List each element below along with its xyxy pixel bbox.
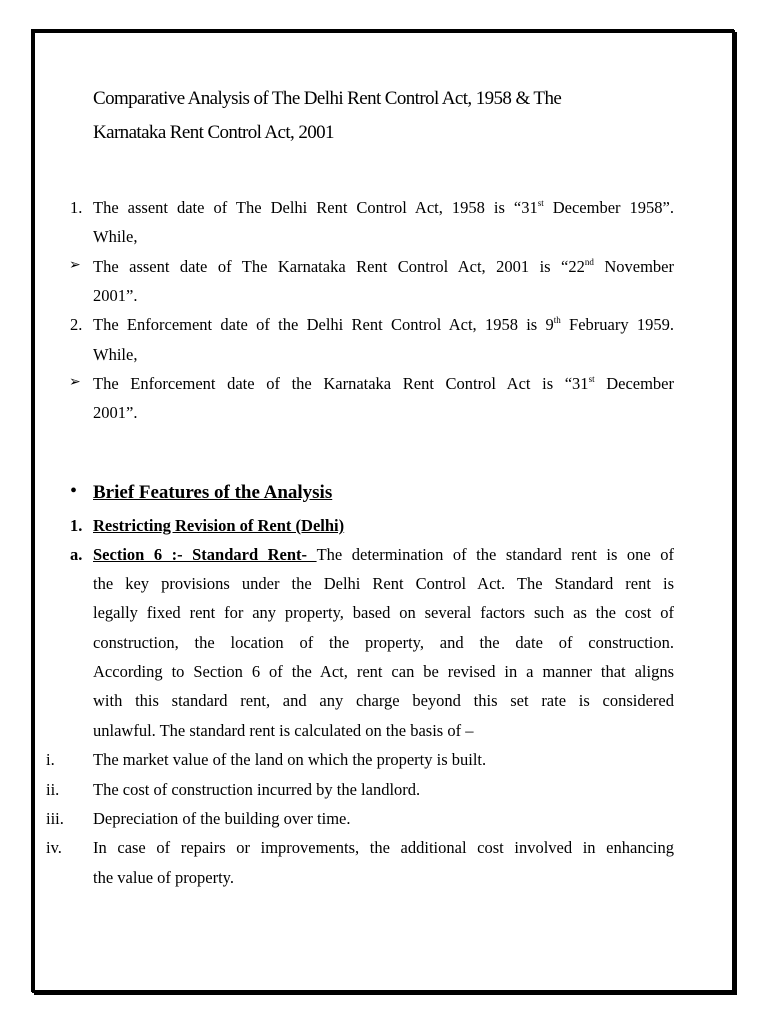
subheading: Restricting Revision of Rent (Delhi) bbox=[93, 516, 345, 535]
list-item: Depreciation of the building over time. bbox=[93, 809, 351, 828]
paragraph-line: unlawful. The standard rent is calculated on the basis of – bbox=[93, 721, 474, 740]
paragraph-line: legally fixed rent for any property, based on several factors such as the cost of bbox=[93, 603, 674, 622]
list-letter: a. bbox=[70, 545, 83, 564]
list-number: 1. bbox=[70, 516, 83, 535]
paragraph-line: with this standard rent, and any charge beyond this set rate is considered bbox=[93, 691, 674, 710]
paragraph-line: construction, the location of the property, and the date of construction. bbox=[93, 633, 674, 652]
paragraph-line: the key provisions under the Delhi Rent Control Act. The Standard rent is bbox=[93, 574, 674, 593]
list-roman: i. bbox=[46, 750, 55, 769]
arrow-bullet-icon: ➢ bbox=[69, 257, 81, 273]
arrow-bullet-icon: ➢ bbox=[69, 374, 81, 390]
list-roman: ii. bbox=[46, 780, 60, 799]
list-roman: iii. bbox=[46, 809, 64, 828]
list-item-continuation: the value of property. bbox=[93, 868, 234, 887]
list-item-continuation: 2001”. bbox=[93, 286, 138, 305]
assent-date-karnataka: The assent date of The Karnataka Rent Control Act, 2001 is “22nd November bbox=[93, 257, 674, 276]
list-roman: iv. bbox=[46, 838, 62, 857]
bullet-icon: • bbox=[70, 480, 78, 502]
document-title-line-1: Comparative Analysis of The Delhi Rent Control Act, 1958 & The bbox=[93, 88, 562, 109]
enforcement-date-karnataka: The Enforcement date of the Karnataka Rent Control Act is “31st December bbox=[93, 374, 674, 393]
document-title-line-2: Karnataka Rent Control Act, 2001 bbox=[93, 122, 334, 143]
section-heading: Brief Features of the Analysis bbox=[93, 482, 333, 503]
paragraph-line: According to Section 6 of the Act, rent can be revised in a manner that aligns bbox=[93, 662, 674, 681]
list-item: The market value of the land on which the property is built. bbox=[93, 750, 487, 769]
assent-date-delhi: The assent date of The Delhi Rent Control Act, 1958 is “31st December 1958”. bbox=[93, 198, 674, 217]
list-item: The cost of construction incurred by the landlord. bbox=[93, 780, 421, 799]
list-item-continuation: 2001”. bbox=[93, 403, 138, 422]
list-item-continuation: While, bbox=[93, 345, 138, 364]
enforcement-date-delhi: The Enforcement date of the Delhi Rent Control Act, 1958 is 9th February 1959. bbox=[93, 315, 674, 334]
list-number: 2. bbox=[70, 315, 83, 334]
paragraph-line: Section 6 :- Standard Rent- The determination of the standard rent is one of bbox=[93, 545, 674, 564]
list-item-continuation: While, bbox=[93, 227, 138, 246]
list-item: In case of repairs or improvements, the additional cost involved in enhancing bbox=[93, 838, 674, 857]
list-number: 1. bbox=[70, 198, 83, 217]
section-title: Section 6 :- Standard Rent- bbox=[93, 545, 317, 564]
